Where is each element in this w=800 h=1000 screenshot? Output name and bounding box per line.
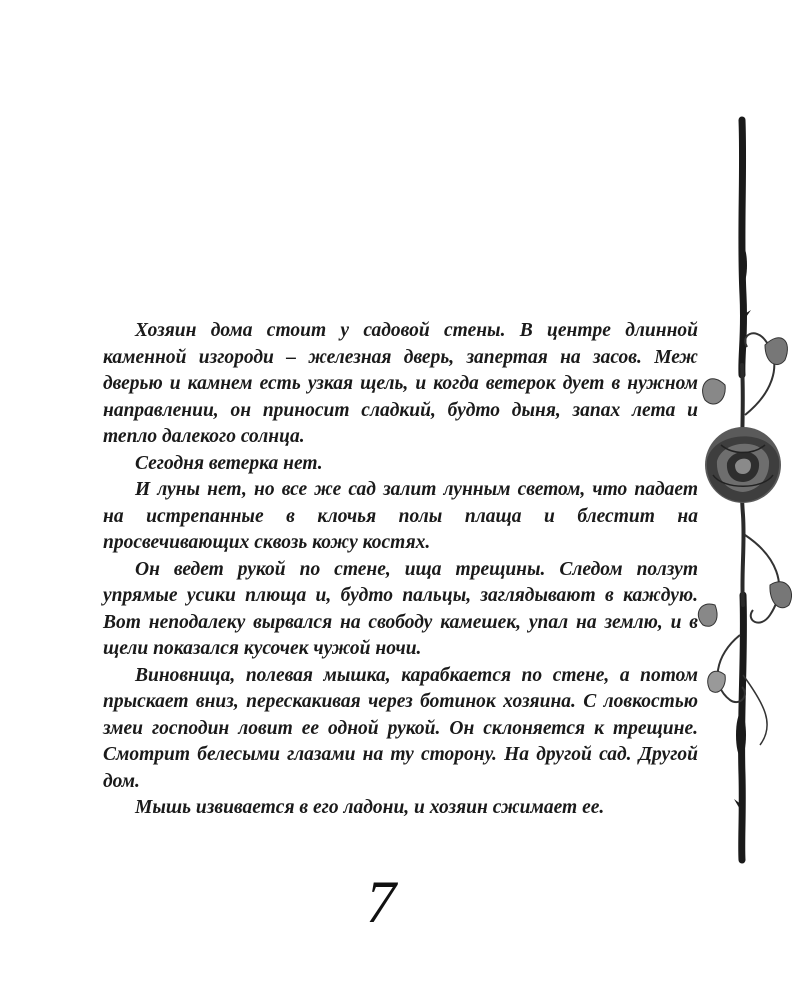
body-text xyxy=(103,318,698,822)
paragraph-6: Мышь извивается в его ладони, и хозяин сжимает ее. xyxy=(135,797,605,818)
paragraph-5: Виновница, полевая мышка, карабкается по стене, а потом прыскает вниз, перескакивая через ботинок хозяина. С ловкостью змеи господин ловит ее одной рукой. Он склоняется к трещине. Смотрит белесыми глазами на ту сторону. На другой сад. Другой дом. xyxy=(103,664,698,792)
paragraph-2: Сегодня ветерка нет. xyxy=(135,452,323,474)
paragraph-3: И луны нет, но все же сад залит лунным светом, что падает на истрепанные в клочья полы плаща и блестит на просвечивающих сквозь кожу костях. xyxy=(103,479,698,553)
paragraph-4: Он ведет рукой по стене, ища трещины. Следом ползут упрямые усики плюща и, будто пальцы, заглядывают в каждую. Вот неподалеку вырвался на свободу камешек, упал на землю, и в щели показался кусочек чужой ночи. xyxy=(103,558,698,659)
rose-vine-icon xyxy=(685,115,800,865)
paragraph-1: Хозяин дома стоит у садовой стены. В центре длинной каменной изгороди – железная дверь, запертая на засов. Меж дверью и камнем есть узкая щель, и когда ветерок дует в нужном направлении, он приносит сладкий, будто дыня, запах лета и тепло далекого солнца. xyxy=(103,320,698,447)
page-number: 7 xyxy=(366,869,396,935)
